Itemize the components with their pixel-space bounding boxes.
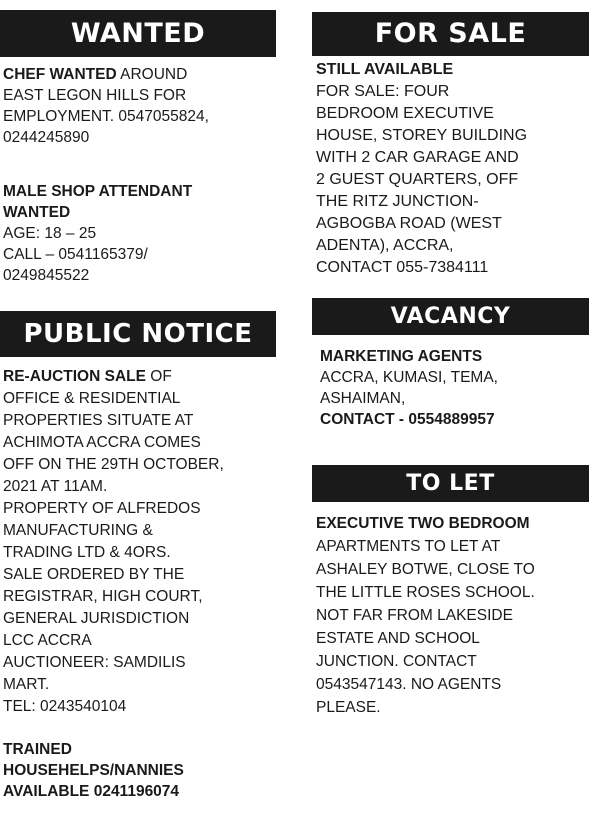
to-let-title: EXECUTIVE TWO BEDROOM <box>316 515 530 532</box>
for-sale-text: THE RITZ JUNCTION- <box>316 193 479 210</box>
re-auction-line-1 <box>3 366 224 388</box>
vacancy-text: ASHAIMAN, <box>320 390 406 407</box>
for-sale-text: FOR SALE: FOUR <box>316 83 450 100</box>
wanted-header: WANTED <box>0 10 276 57</box>
chef-wanted-ad <box>3 64 209 148</box>
re-auction-text: ACHIMOTA ACCRA COMES <box>3 434 201 451</box>
househelps-title: TRAINED <box>3 741 72 758</box>
re-auction-text: TEL: 0243540104 <box>3 698 127 715</box>
for-sale-text: CONTACT 055-7384111 <box>316 259 489 276</box>
vacancy-title: MARKETING AGENTS <box>320 348 483 365</box>
for-sale-text: ADENTA), ACCRA, <box>316 237 454 254</box>
shop-attendant-title: WANTED <box>3 204 71 221</box>
chef-wanted-title: CHEF WANTED <box>3 66 117 83</box>
re-auction-text: PROPERTIES SITUATE AT <box>3 412 194 429</box>
re-auction-text: GENERAL JURISDICTION <box>3 610 190 627</box>
chef-wanted-text: 0244245890 <box>3 129 90 146</box>
chef-wanted-text: EMPLOYMENT. 0547055824, <box>3 108 209 125</box>
for-sale-text: BEDROOM EXECUTIVE <box>316 105 494 122</box>
re-auction-text: PROPERTY OF ALFREDOS <box>3 500 201 517</box>
househelps-ad <box>3 739 184 802</box>
for-sale-ad <box>316 59 527 279</box>
househelps-title: HOUSEHELPS/NANNIES <box>3 762 184 779</box>
shop-attendant-title: MALE SHOP ATTENDANT <box>3 183 193 200</box>
to-let-text: PLEASE. <box>316 699 381 716</box>
shop-attendant-text: 0249845522 <box>3 267 90 284</box>
to-let-ad <box>316 512 535 719</box>
re-auction-text: SALE ORDERED BY THE <box>3 566 185 583</box>
vacancy-ad <box>320 346 498 430</box>
to-let-text: ASHALEY BOTWE, CLOSE TO <box>316 561 535 578</box>
chef-wanted-text: AROUND <box>116 66 188 83</box>
for-sale-text: WITH 2 CAR GARAGE AND <box>316 149 519 166</box>
vacancy-contact: CONTACT - 0554889957 <box>320 411 495 428</box>
re-auction-title: RE-AUCTION SALE <box>3 368 146 385</box>
to-let-text: NOT FAR FROM LAKESIDE <box>316 607 513 624</box>
to-let-text: APARTMENTS TO LET AT <box>316 538 501 555</box>
vacancy-text: ACCRA, KUMASI, TEMA, <box>320 369 498 386</box>
re-auction-text: AUCTIONEER: SAMDILIS <box>3 654 186 671</box>
re-auction-text: 2021 AT 11AM. <box>3 478 108 495</box>
re-auction-text: TRADING LTD & 4ORS. <box>3 544 171 561</box>
chef-wanted-line-1 <box>3 64 209 85</box>
for-sale-title: STILL AVAILABLE <box>316 61 454 78</box>
shop-attendant-text: CALL – 0541165379/ <box>3 246 148 263</box>
public-notice-header: PUBLIC NOTICE <box>0 311 276 357</box>
re-auction-text: MANUFACTURING & <box>3 522 153 539</box>
to-let-text: ESTATE AND SCHOOL <box>316 630 480 647</box>
to-let-text: THE LITTLE ROSES SCHOOL. <box>316 584 535 601</box>
for-sale-text: 2 GUEST QUARTERS, OFF <box>316 171 519 188</box>
to-let-text: 0543547143. NO AGENTS <box>316 676 502 693</box>
re-auction-text: REGISTRAR, HIGH COURT, <box>3 588 203 605</box>
shop-attendant-ad <box>3 181 192 286</box>
househelps-title: AVAILABLE 0241196074 <box>3 783 180 800</box>
chef-wanted-text: EAST LEGON HILLS FOR <box>3 87 187 104</box>
vacancy-header: VACANCY <box>312 298 589 335</box>
shop-attendant-text: AGE: 18 – 25 <box>3 225 97 242</box>
for-sale-header: FOR SALE <box>312 12 589 56</box>
to-let-text: JUNCTION. CONTACT <box>316 653 477 670</box>
re-auction-text: OFF ON THE 29TH OCTOBER, <box>3 456 224 473</box>
re-auction-text: OF <box>145 368 172 385</box>
re-auction-text: MART. <box>3 676 50 693</box>
re-auction-text: OFFICE & RESIDENTIAL <box>3 390 181 407</box>
for-sale-text: HOUSE, STOREY BUILDING <box>316 127 528 144</box>
for-sale-text: AGBOGBA ROAD (WEST <box>316 215 502 232</box>
re-auction-ad <box>3 366 224 718</box>
to-let-header: TO LET <box>312 465 589 502</box>
re-auction-text: LCC ACCRA <box>3 632 92 649</box>
